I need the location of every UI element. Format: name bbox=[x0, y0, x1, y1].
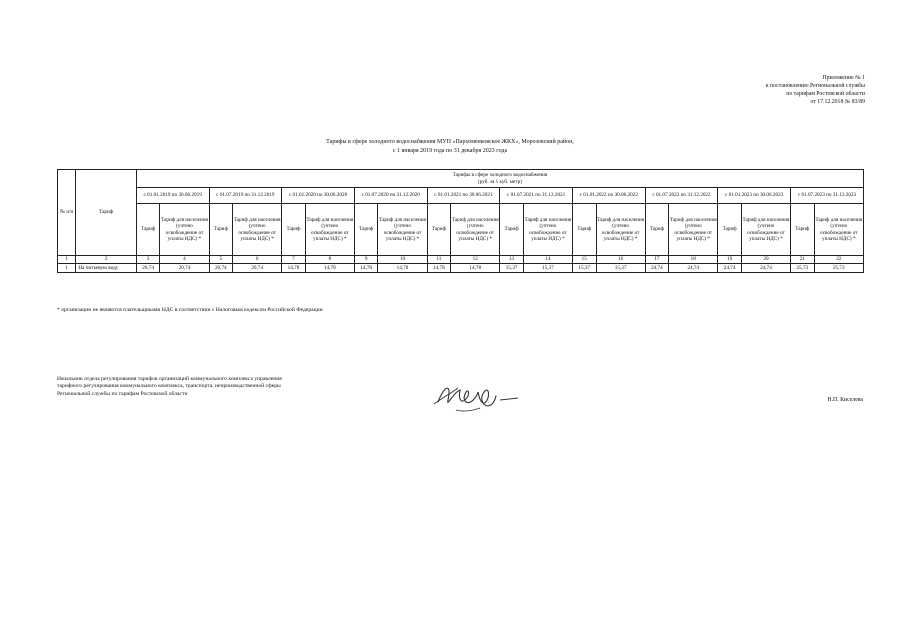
row-number: 1 bbox=[58, 264, 76, 273]
period-header: с 01.07.2019 по 31.12.2019 bbox=[209, 188, 282, 204]
title-line-1: Тарифы в сфере холодного водоснабжения МУП «Пархоменковское ЖКХ», Морозовский район, bbox=[326, 139, 574, 145]
subheader-tariff: Тариф bbox=[791, 204, 815, 256]
appendix-block bbox=[635, 74, 865, 106]
tariff-value: 24,74 bbox=[669, 264, 718, 273]
tariff-value: 14,78 bbox=[378, 264, 427, 273]
column-number: 2 bbox=[76, 256, 136, 264]
tariff-value: 14,78 bbox=[282, 264, 306, 273]
tariff-value: 25,73 bbox=[814, 264, 863, 273]
subheader-tariff: Тариф bbox=[282, 204, 306, 256]
column-number: 19 bbox=[718, 256, 742, 264]
signatory-name: Н.П. Киселева bbox=[827, 397, 863, 403]
column-number: 5 bbox=[209, 256, 233, 264]
column-number: 6 bbox=[233, 256, 282, 264]
appendix-line-1: Приложение № 1 bbox=[822, 75, 865, 81]
subheader-population-tariff: Тариф для населения (учтено освобождение от уплаты НДС) * bbox=[378, 204, 427, 256]
appendix-line-2: к постановлению Региональной службы bbox=[765, 83, 865, 89]
tariff-value: 20,74 bbox=[233, 264, 282, 273]
tariff-value: 15,37 bbox=[596, 264, 645, 273]
subheader-population-tariff: Тариф для населения (учтено освобождение от уплаты НДС) * bbox=[523, 204, 572, 256]
tariff-value: 14,78 bbox=[427, 264, 451, 273]
column-number: 13 bbox=[500, 256, 524, 264]
subheader-tariff: Тариф bbox=[136, 204, 160, 256]
tariff-value: 14,78 bbox=[305, 264, 354, 273]
subheader-population-tariff: Тариф для населения (учтено освобождение от уплаты НДС) * bbox=[233, 204, 282, 256]
tariff-value: 24,74 bbox=[718, 264, 742, 273]
tariff-value: 14,78 bbox=[451, 264, 500, 273]
column-number: 1 bbox=[58, 256, 76, 264]
column-number: 7 bbox=[282, 256, 306, 264]
tariff-value: 24,74 bbox=[741, 264, 790, 273]
subheader-tariff: Тариф bbox=[500, 204, 524, 256]
column-number: 9 bbox=[354, 256, 378, 264]
tariff-value: 15,37 bbox=[500, 264, 524, 273]
column-number: 3 bbox=[136, 256, 160, 264]
document-title bbox=[260, 138, 640, 156]
period-header: с 01.07.2023 по 31.12.2023 bbox=[791, 188, 864, 204]
column-number: 8 bbox=[305, 256, 354, 264]
subheader-tariff: Тариф bbox=[209, 204, 233, 256]
signature-image bbox=[432, 378, 532, 416]
period-header: с 01.01.2021 по 30.06.2021 bbox=[427, 188, 500, 204]
subheader-tariff: Тариф bbox=[645, 204, 669, 256]
tariff-value: 24,74 bbox=[645, 264, 669, 273]
tariff-value: 14,78 bbox=[354, 264, 378, 273]
subheader-population-tariff: Тариф для населения (учтено освобождение от уплаты НДС) * bbox=[814, 204, 863, 256]
period-header: с 01.01.2019 по 30.06.2019 bbox=[136, 188, 209, 204]
title-line-2: с 1 января 2019 года по 31 декабря 2023 года bbox=[392, 148, 508, 154]
tariff-value: 15,37 bbox=[523, 264, 572, 273]
header-tariff-name: Тариф bbox=[76, 170, 136, 256]
table-row bbox=[58, 264, 864, 273]
tariff-value: 20,74 bbox=[136, 264, 160, 273]
appendix-line-3: по тарифам Ростовской области bbox=[786, 91, 865, 97]
column-number: 21 bbox=[791, 256, 815, 264]
column-number: 11 bbox=[427, 256, 451, 264]
subheader-population-tariff: Тариф для населения (учтено освобождение от уплаты НДС) * bbox=[596, 204, 645, 256]
column-number: 10 bbox=[378, 256, 427, 264]
tariff-value: 15,37 bbox=[572, 264, 596, 273]
subheader-tariff: Тариф bbox=[427, 204, 451, 256]
subheader-tariff: Тариф bbox=[354, 204, 378, 256]
subheader-population-tariff: Тариф для населения (учтено освобождение от уплаты НДС) * bbox=[669, 204, 718, 256]
column-number: 15 bbox=[572, 256, 596, 264]
period-header: с 01.07.2020 по 31.12.2020 bbox=[354, 188, 427, 204]
column-number: 17 bbox=[645, 256, 669, 264]
tariff-value: 25,73 bbox=[791, 264, 815, 273]
appendix-line-4: от 17.12.2018 № 83/89 bbox=[810, 99, 865, 105]
period-header: с 01.07.2022 по 31.12.2022 bbox=[645, 188, 718, 204]
tariff-table bbox=[57, 169, 864, 273]
subheader-population-tariff: Тариф для населения (учтено освобождение от уплаты НДС) * bbox=[305, 204, 354, 256]
tariff-value: 20,74 bbox=[209, 264, 233, 273]
column-number: 22 bbox=[814, 256, 863, 264]
tariff-value: 20,74 bbox=[160, 264, 209, 273]
period-header: с 01.01.2022 по 30.06.2022 bbox=[572, 188, 645, 204]
subheader-tariff: Тариф bbox=[572, 204, 596, 256]
subheader-population-tariff: Тариф для населения (учтено освобождение от уплаты НДС) * bbox=[160, 204, 209, 256]
period-header: с 01.01.2023 по 30.06.2023 bbox=[718, 188, 791, 204]
period-header: с 01.01.2020 по 30.06.2020 bbox=[282, 188, 355, 204]
header-group bbox=[136, 170, 863, 188]
subheader-population-tariff: Тариф для населения (учтено освобождение от уплаты НДС) * bbox=[451, 204, 500, 256]
footnote: * организации не являются плательщиками НДС в соответствии с Налоговым кодексом Российской Федерации bbox=[57, 307, 323, 313]
period-header: с 01.07.2021 по 31.12.2021 bbox=[500, 188, 573, 204]
column-number: 20 bbox=[741, 256, 790, 264]
column-number: 14 bbox=[523, 256, 572, 264]
column-number: 18 bbox=[669, 256, 718, 264]
column-number: 12 bbox=[451, 256, 500, 264]
column-number: 16 bbox=[596, 256, 645, 264]
row-name: На питьевую воду bbox=[76, 264, 136, 273]
header-group-line-2: (руб. за 1 куб. метр) bbox=[477, 178, 522, 185]
header-group-line-1: Тарифы в сфере холодного водоснабжения bbox=[452, 172, 548, 179]
header-number: № п/п bbox=[58, 170, 76, 256]
signatory-position: Начальник отдела регулирования тарифов организаций коммунального комплекса управления тарифного регулирования коммунального комплекса, транспорта, непроизводственной сферы Региональной службы по тарифам Ростовской области bbox=[57, 376, 282, 397]
subheader-tariff: Тариф bbox=[718, 204, 742, 256]
column-number: 4 bbox=[160, 256, 209, 264]
subheader-population-tariff: Тариф для населения (учтено освобождение от уплаты НДС) * bbox=[741, 204, 790, 256]
